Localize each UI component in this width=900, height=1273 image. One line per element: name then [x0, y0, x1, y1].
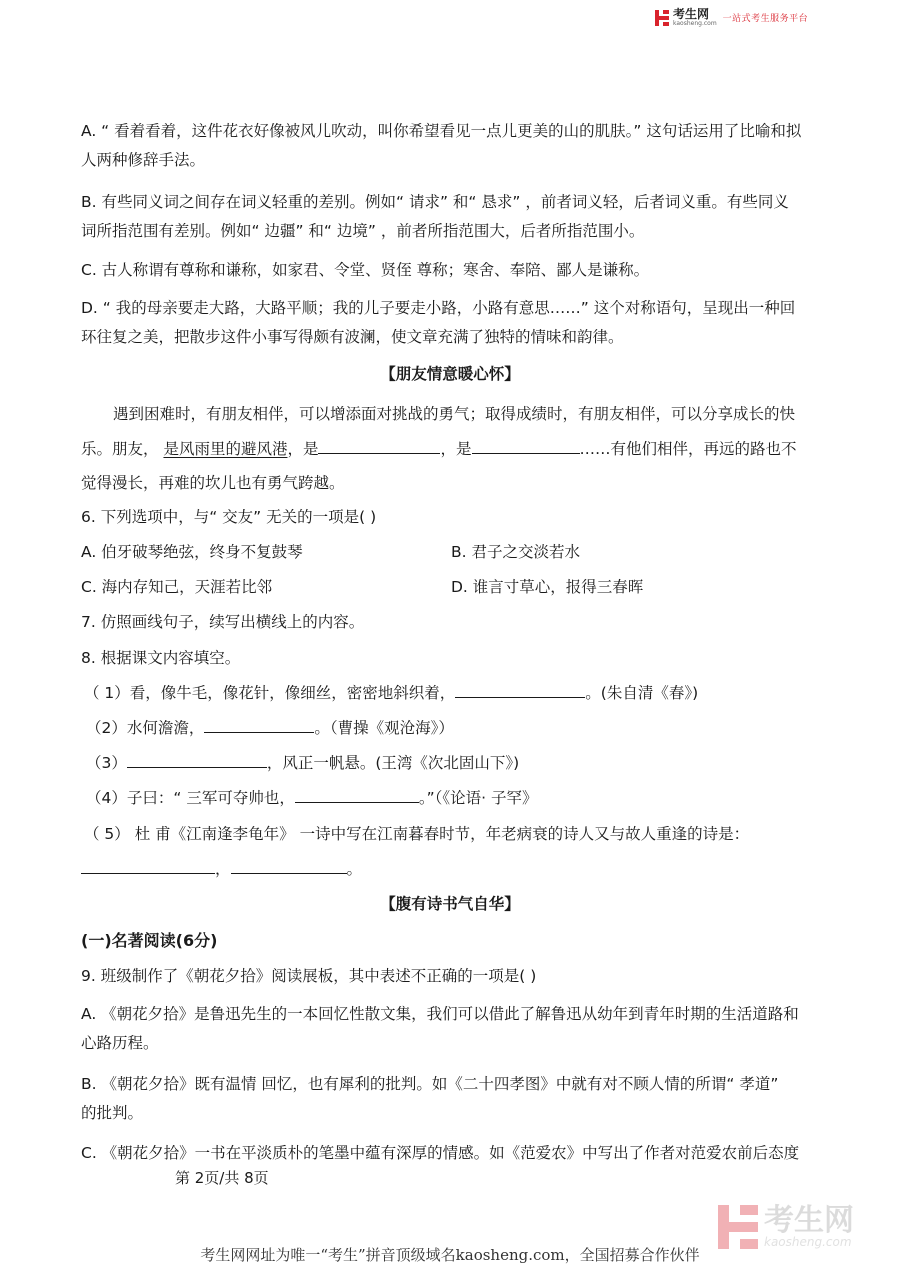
watermark-name: 考生网 [764, 1203, 854, 1238]
question-6-option-c: C. 海内存知己，天涯若比邻 [81, 578, 273, 596]
fill-blank[interactable] [295, 788, 419, 803]
question-8-item-1: （ 1）看，像牛毛，像花针，像细丝，密密地斜织着， 。(朱自清《春》) [84, 684, 699, 702]
fill-blank[interactable] [472, 439, 580, 454]
option-c-line-1: C. 古人称谓有尊称和谦称，如家君、令堂、贤侄 尊称；寒舍、奉陪、鄙人是谦称。 [81, 261, 650, 279]
option-b-line-2: 词所指范围有差别。例如“ 边疆” 和“ 边境” ，前者所指范围大，后者所指范围小。 [81, 222, 645, 240]
fill-blank[interactable] [127, 753, 267, 768]
question-9: 9. 班级制作了《朝花夕拾》阅读展板，其中表述不正确的一项是( ) [81, 967, 537, 985]
question-6: 6. 下列选项中，与“ 交友” 无关的一项是( ) [81, 508, 377, 526]
footer-notice: 考生网网址为唯一“考生”拼音顶级域名kaosheng.com，全国招募合作伙伴 [200, 1246, 700, 1264]
option-d-line-2: 环往复之美，把散步这件小事写得颇有波澜，使文章充满了独特的情味和韵律。 [81, 328, 624, 346]
question-6-option-a: A. 伯牙破琴绝弦，终身不复鼓琴 [81, 543, 303, 561]
section-title-friendship: 【朋友情意暖心怀】 [380, 365, 520, 383]
fill-blank[interactable] [231, 859, 347, 874]
kaosheng-watermark-icon [718, 1205, 758, 1249]
fill-blank[interactable] [318, 439, 440, 454]
question-7: 7. 仿照画线句子，续写出横线上的内容。 [81, 613, 365, 631]
option-a-line-1: A. “ 看着看着，这件花衣好像被风儿吹动，叫你希望看见一点儿更美的山的肌肤。” 这句话运用了比喻和拟 [81, 122, 802, 140]
question-8: 8. 根据课文内容填空。 [81, 649, 241, 667]
question-8-item-3: （3） ，风正一帆悬。(王湾《次北固山下》) [86, 754, 520, 772]
subsection-classic-reading: (一)名著阅读(6分) [81, 931, 218, 950]
passage-line-3: 觉得漫长，再难的坎儿也有勇气跨越。 [81, 474, 345, 492]
question-9-option-b-line-2: 的批判。 [81, 1104, 144, 1122]
option-d-line-1: D. “ 我的母亲要走大路，大路平顺；我的儿子要走小路，小路有意思……” 这个对称语句，呈现出一种回 [81, 299, 796, 317]
watermark [718, 1205, 854, 1249]
section-title-poetry: 【腹有诗书气自华】 [380, 895, 520, 913]
brand-domain: kaosheng.com [673, 20, 717, 27]
passage-line-1: 遇到困难时，有朋友相伴，可以增添面对挑战的勇气；取得成绩时，有朋友相伴，可以分享成长的快 [113, 405, 796, 423]
question-8-item-4: （4）子曰：“ 三军可夺帅也， 。”（《论语· 子罕》 [86, 789, 538, 807]
option-a-line-2: 人两种修辞手法。 [81, 151, 206, 169]
fill-blank[interactable] [204, 718, 314, 733]
kaosheng-logo-icon [655, 10, 669, 26]
underlined-sentence: 是风雨里的避风港 [163, 440, 288, 458]
watermark-domain: kaosheng.com [764, 1235, 852, 1249]
fill-blank[interactable] [81, 859, 215, 874]
question-8-item-5: （ 5） 杜 甫《江南逢李龟年》 一诗中写在江南暮春时节，年老病衰的诗人又与故人重逢的诗是： [84, 825, 750, 843]
option-b-line-1: B. 有些同义词之间存在词义轻重的差别。例如“ 请求” 和“ 恳求” ，前者词义轻，后者词义重。有些同义 [81, 193, 789, 211]
question-6-option-b: B. 君子之交淡若水 [451, 543, 580, 561]
question-8-item-5-blanks: ， 。 [81, 857, 362, 879]
question-8-item-2: （2）水何澹澹， 。（曹操《观沧海》） [86, 719, 454, 737]
question-9-option-a-line-2: 心路历程。 [81, 1034, 159, 1052]
brand-name: 考生网 [673, 7, 710, 21]
question-9-option-a-line-1: A. 《朝花夕拾》是鲁迅先生的一本回忆性散文集，我们可以借此了解鲁迅从幼年到青年时期的生活道路和 [81, 1005, 799, 1023]
header-logo [655, 8, 808, 27]
fill-blank[interactable] [455, 683, 585, 698]
page-number: 第 2页/共 8页 [175, 1169, 269, 1187]
question-9-option-c-line-1: C. 《朝花夕拾》一书在平淡质朴的笔墨中蕴有深厚的情感。如《范爱农》中写出了作者对范爱农前后态度 [81, 1144, 800, 1162]
question-6-option-d: D. 谁言寸草心，报得三春晖 [451, 578, 644, 596]
passage-line-2: 乐。朋友， 是风雨里的避风港，是 ，是 ……有他们相伴，再远的路也不 [81, 440, 797, 458]
question-9-option-b-line-1: B. 《朝花夕拾》既有温情 回忆，也有犀利的批判。如《二十四孝图》中就有对不顾人情的所谓“ 孝道” [81, 1075, 779, 1093]
brand-slogan: 一站式考生服务平台 [722, 14, 809, 24]
